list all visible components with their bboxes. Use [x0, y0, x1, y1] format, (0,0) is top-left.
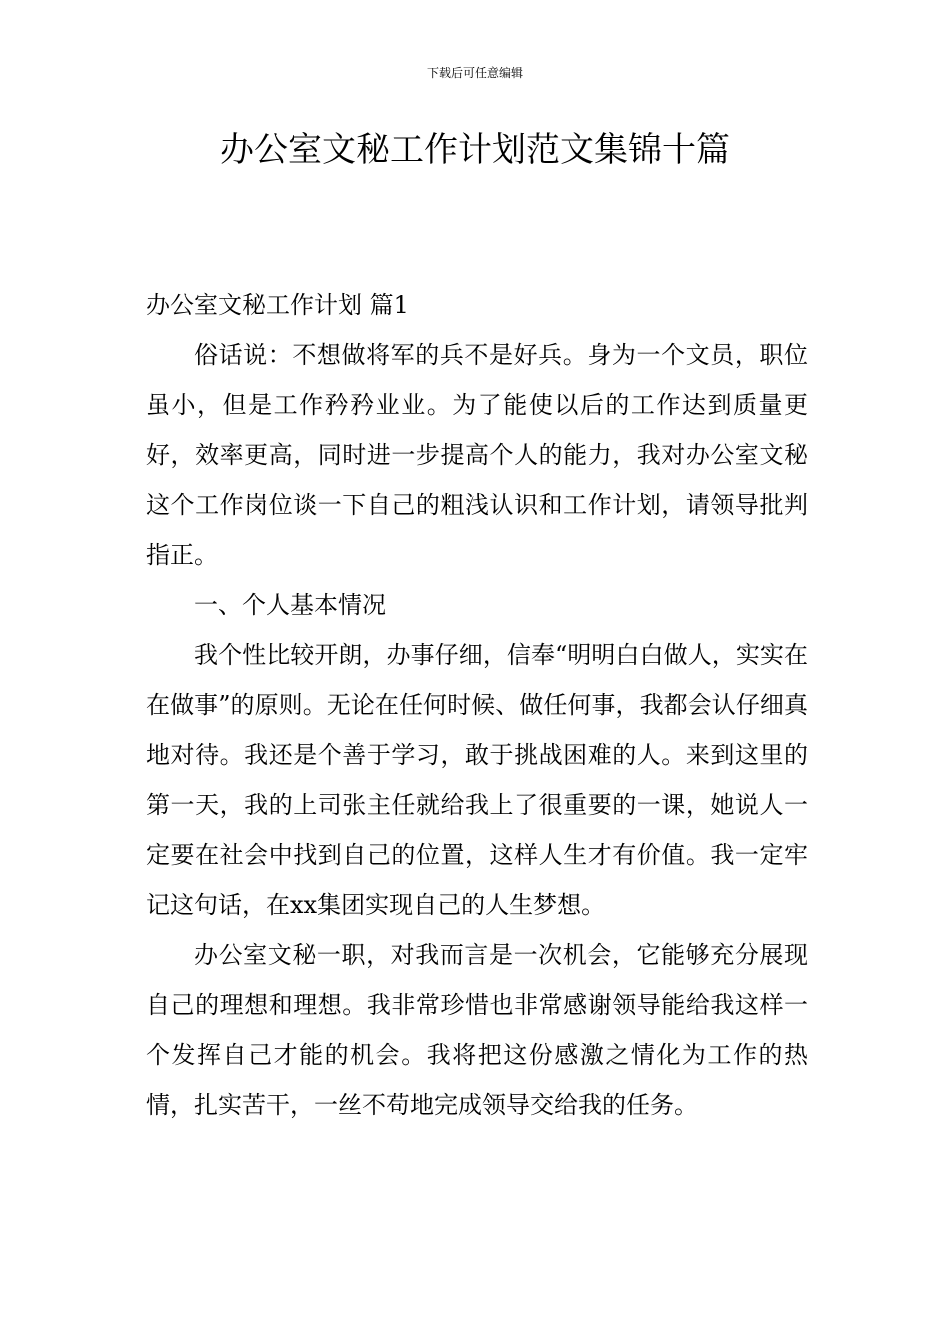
document-body: [146, 280, 808, 1130]
document-title: 办公室文秘工作计划范文集锦十篇: [220, 130, 730, 170]
paragraph-personality: 我个性比较开朗，办事仔细，信奉“明明白白做人，实实在在做事”的原则。无论在任何时候、做任何事，我都会认仔细真地对待。我还是个善于学习，敢于挑战困难的人。来到这里的第一天，我的上司张主任就给我上了很重要的一课，她说人一定要在社会中找到自己的位置，这样人生才有价值。我一定牢记这句话，在xx集团实现自己的人生梦想。: [146, 641, 808, 919]
subheading-personal-info: 一、个人基本情况: [194, 591, 386, 619]
paragraph-opportunity: 办公室文秘一职，对我而言是一次机会，它能够充分展现自己的理想和理想。我非常珍惜也非常感谢领导能给我这样一个发挥自己才能的机会。我将把这份感激之情化为工作的热情，扎实苦干，一丝不苟地完成领导交给我的任务。: [146, 941, 808, 1119]
page-header-note: 下载后可任意编辑: [426, 66, 523, 80]
section-heading: 办公室文秘工作计划 篇1: [146, 291, 409, 319]
paragraph-intro: 俗话说：不想做将军的兵不是好兵。身为一个文员，职位虽小，但是工作矜矜业业。为了能使以后的工作达到质量更好，效率更高，同时进一步提高个人的能力，我对办公室文秘这个工作岗位谈一下自己的粗浅认识和工作计划，请领导批判指正。: [146, 341, 808, 569]
